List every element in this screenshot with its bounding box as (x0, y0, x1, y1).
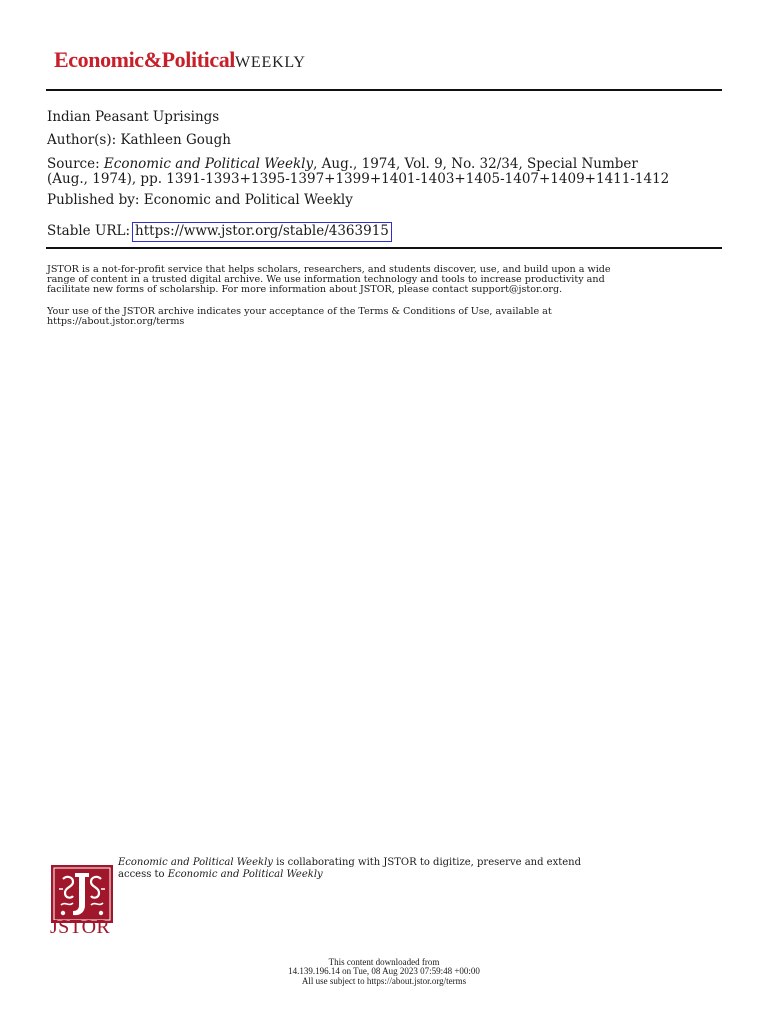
epw-masthead-logo (54, 49, 306, 71)
masthead-economic: Economic (54, 47, 144, 72)
author-name: Kathleen Gough (120, 132, 231, 148)
notice-line: range of content in a trusted digital archive. We use information technology and tools to increase productivity and (47, 274, 605, 286)
article-title-text: Indian Peasant Uprisings (47, 109, 220, 125)
article-source (47, 157, 669, 186)
source-journal: Economic and Political Weekly (103, 156, 314, 172)
collab-text: access to (118, 868, 168, 880)
notice-line: Your use of the JSTOR archive indicates your acceptance of the Terms & Conditions of Use, available at (47, 306, 552, 317)
source-details-line2: (Aug., 1974), pp. 1391-1393+1395-1397+1399+1401-1403+1405-1407+1409+1411-1412 (47, 170, 670, 187)
stable-url-link[interactable]: https://www.jstor.org/stable/4363915 (132, 222, 392, 242)
notice-line: facilitate new forms of scholarship. For more information about JSTOR, please contact support@jstor.org. (47, 284, 563, 296)
masthead-ampersand: & (143, 47, 162, 72)
download-footer (0, 958, 768, 986)
masthead-weekly: WEEKLY (235, 54, 306, 71)
collab-line-1 (118, 857, 581, 869)
collab-journal: Economic and Political Weekly (167, 868, 323, 880)
terms-notice (47, 307, 727, 327)
stable-url-row (47, 222, 392, 242)
jstor-wordmark: JSTOR (50, 916, 111, 938)
terms-url-text: https://about.jstor.org/terms (47, 316, 185, 328)
publisher-name: Economic and Political Weekly (143, 192, 353, 208)
collab-text: is collaborating with JSTOR to digitize, preserve and extend (272, 857, 582, 868)
notice-divider (46, 247, 722, 249)
masthead-political: Political (161, 47, 236, 72)
article-author (47, 134, 231, 148)
stable-url-label: Stable URL: (47, 223, 131, 239)
collab-line-2 (118, 869, 581, 881)
published-label: Published by: (47, 192, 140, 208)
article-title (47, 111, 219, 125)
collab-journal: Economic and Political Weekly (118, 857, 273, 868)
jstor-service-notice (47, 265, 727, 296)
source-label: Source: (47, 156, 100, 172)
source-details-line1: , Aug., 1974, Vol. 9, No. 32/34, Special Number (313, 156, 638, 172)
article-publisher (47, 194, 353, 208)
notice-line: JSTOR is a not-for-profit service that helps scholars, researchers, and students discover, use, and build upon a wide (47, 264, 611, 275)
footer-line: This content downloaded from (328, 957, 440, 967)
author-label: Author(s): (47, 132, 117, 148)
header-divider (46, 89, 722, 91)
footer-line: 14.139.196.14 on Tue, 08 Aug 2023 07:59:48 +00:00 (288, 966, 480, 977)
footer-line: All use subject to https://about.jstor.org/terms (301, 975, 467, 986)
collaboration-statement (118, 857, 581, 880)
